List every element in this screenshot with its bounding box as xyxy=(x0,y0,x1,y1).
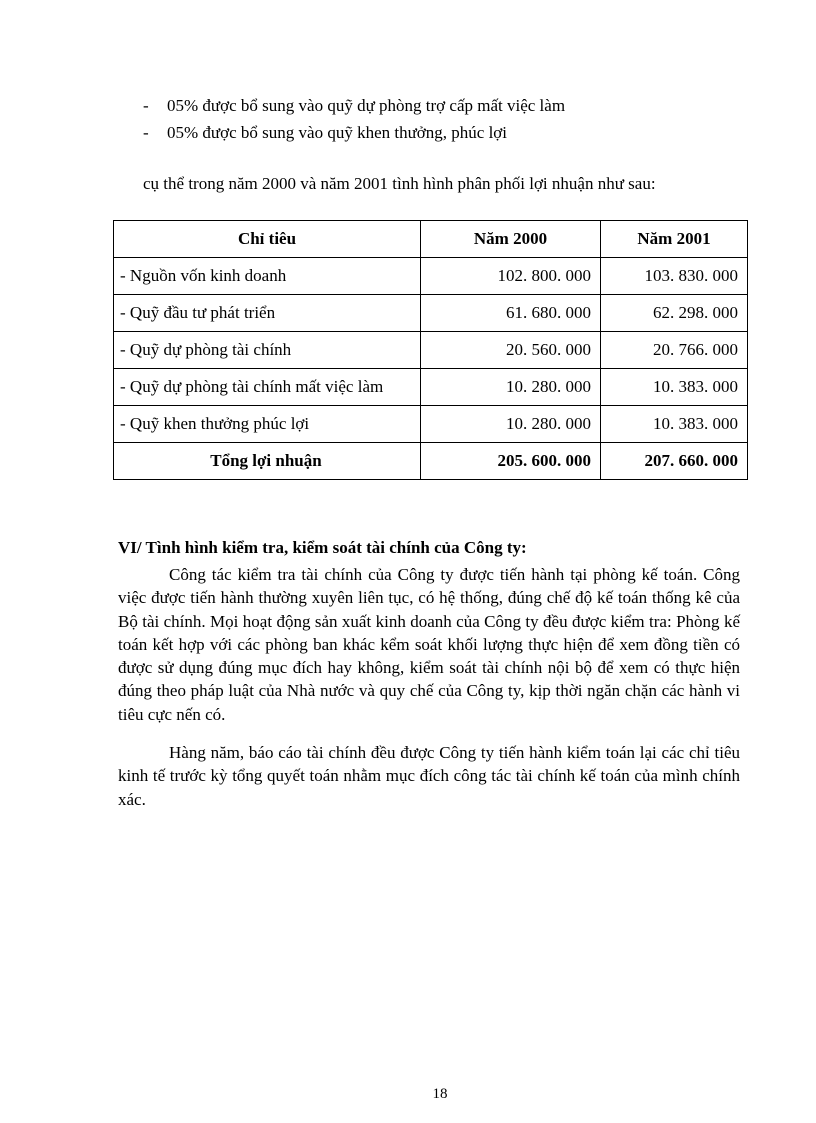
table-total-row xyxy=(114,443,748,480)
profit-distribution-table xyxy=(113,220,748,480)
row-label: - Quỹ khen thưởng phúc lợi xyxy=(114,406,421,443)
row-label: - Quỹ dự phòng tài chính mất việc làm xyxy=(114,369,421,406)
table-row xyxy=(114,369,748,406)
value-2001: 62. 298. 000 xyxy=(601,295,748,332)
row-label: - Quỹ đầu tư phát triển xyxy=(114,295,421,332)
column-header-indicator: Chỉ tiêu xyxy=(114,221,421,258)
value-2000: 10. 280. 000 xyxy=(421,406,601,443)
bullet-marker: - xyxy=(143,123,149,142)
page-number: 18 xyxy=(432,1086,448,1102)
table-row xyxy=(114,295,748,332)
value-2001: 20. 766. 000 xyxy=(601,332,748,369)
row-label: - Quỹ dự phòng tài chính xyxy=(114,332,421,369)
total-label: Tổng lợi nhuận xyxy=(114,443,421,480)
section-paragraph: Công tác kiểm tra tài chính của Công ty được tiến hành tại phòng kế toán. Công việc được tiến hành thường xuyên liên tục, có hệ thống, đúng chế độ kế toán thống kê của Bộ tài chính. Mọi hoạt động sản xuất kinh doanh của Công ty đều được kiểm tra: Phòng kế toán kết hợp với các phòng ban khác kểm soát khối lượng thực hiện để xem đồng tiền có được sử dụng đúng mục đích hay không, kiểm soát tài chính nội bộ để xem có thực hiện đúng theo pháp luật của Nhà nước và quy chế của Công ty, kịp thời ngăn chặn các hành vi tiêu cực nến có. xyxy=(118,565,740,724)
value-2000: 20. 560. 000 xyxy=(421,332,601,369)
total-2001: 207. 660. 000 xyxy=(601,443,748,480)
value-2000: 10. 280. 000 xyxy=(421,369,601,406)
section-paragraph: Hàng năm, báo cáo tài chính đều được Công ty tiến hành kiểm toán lại các chỉ tiêu kinh tế trước kỳ tổng quyết toán nhằm mục đích công tác tài chính kế toán của mình chính xác. xyxy=(118,743,740,809)
row-label: - Nguồn vốn kinh doanh xyxy=(114,258,421,295)
total-2000: 205. 600. 000 xyxy=(421,443,601,480)
value-2000: 61. 680. 000 xyxy=(421,295,601,332)
table-row xyxy=(114,406,748,443)
column-header-2000: Năm 2000 xyxy=(421,221,601,258)
value-2001: 10. 383. 000 xyxy=(601,406,748,443)
table-row xyxy=(114,332,748,369)
bullet-text: 05% được bổ sung vào quỹ dự phòng trợ cấp mất việc làm xyxy=(167,96,566,115)
value-2001: 10. 383. 000 xyxy=(601,369,748,406)
column-header-2001: Năm 2001 xyxy=(601,221,748,258)
bullet-text: 05% được bổ sung vào quỹ khen thưởng, phúc lợi xyxy=(167,123,508,142)
bullet-marker: - xyxy=(143,96,149,115)
value-2000: 102. 800. 000 xyxy=(421,258,601,295)
table-header-row xyxy=(114,221,748,258)
value-2001: 103. 830. 000 xyxy=(601,258,748,295)
section-heading: VI/ Tình hình kiểm tra, kiểm soát tài chính của Công ty: xyxy=(118,538,527,557)
table-row xyxy=(114,258,748,295)
table-intro: cụ thể trong năm 2000 và năm 2001 tình hình phân phối lợi nhuận như sau: xyxy=(143,174,656,193)
